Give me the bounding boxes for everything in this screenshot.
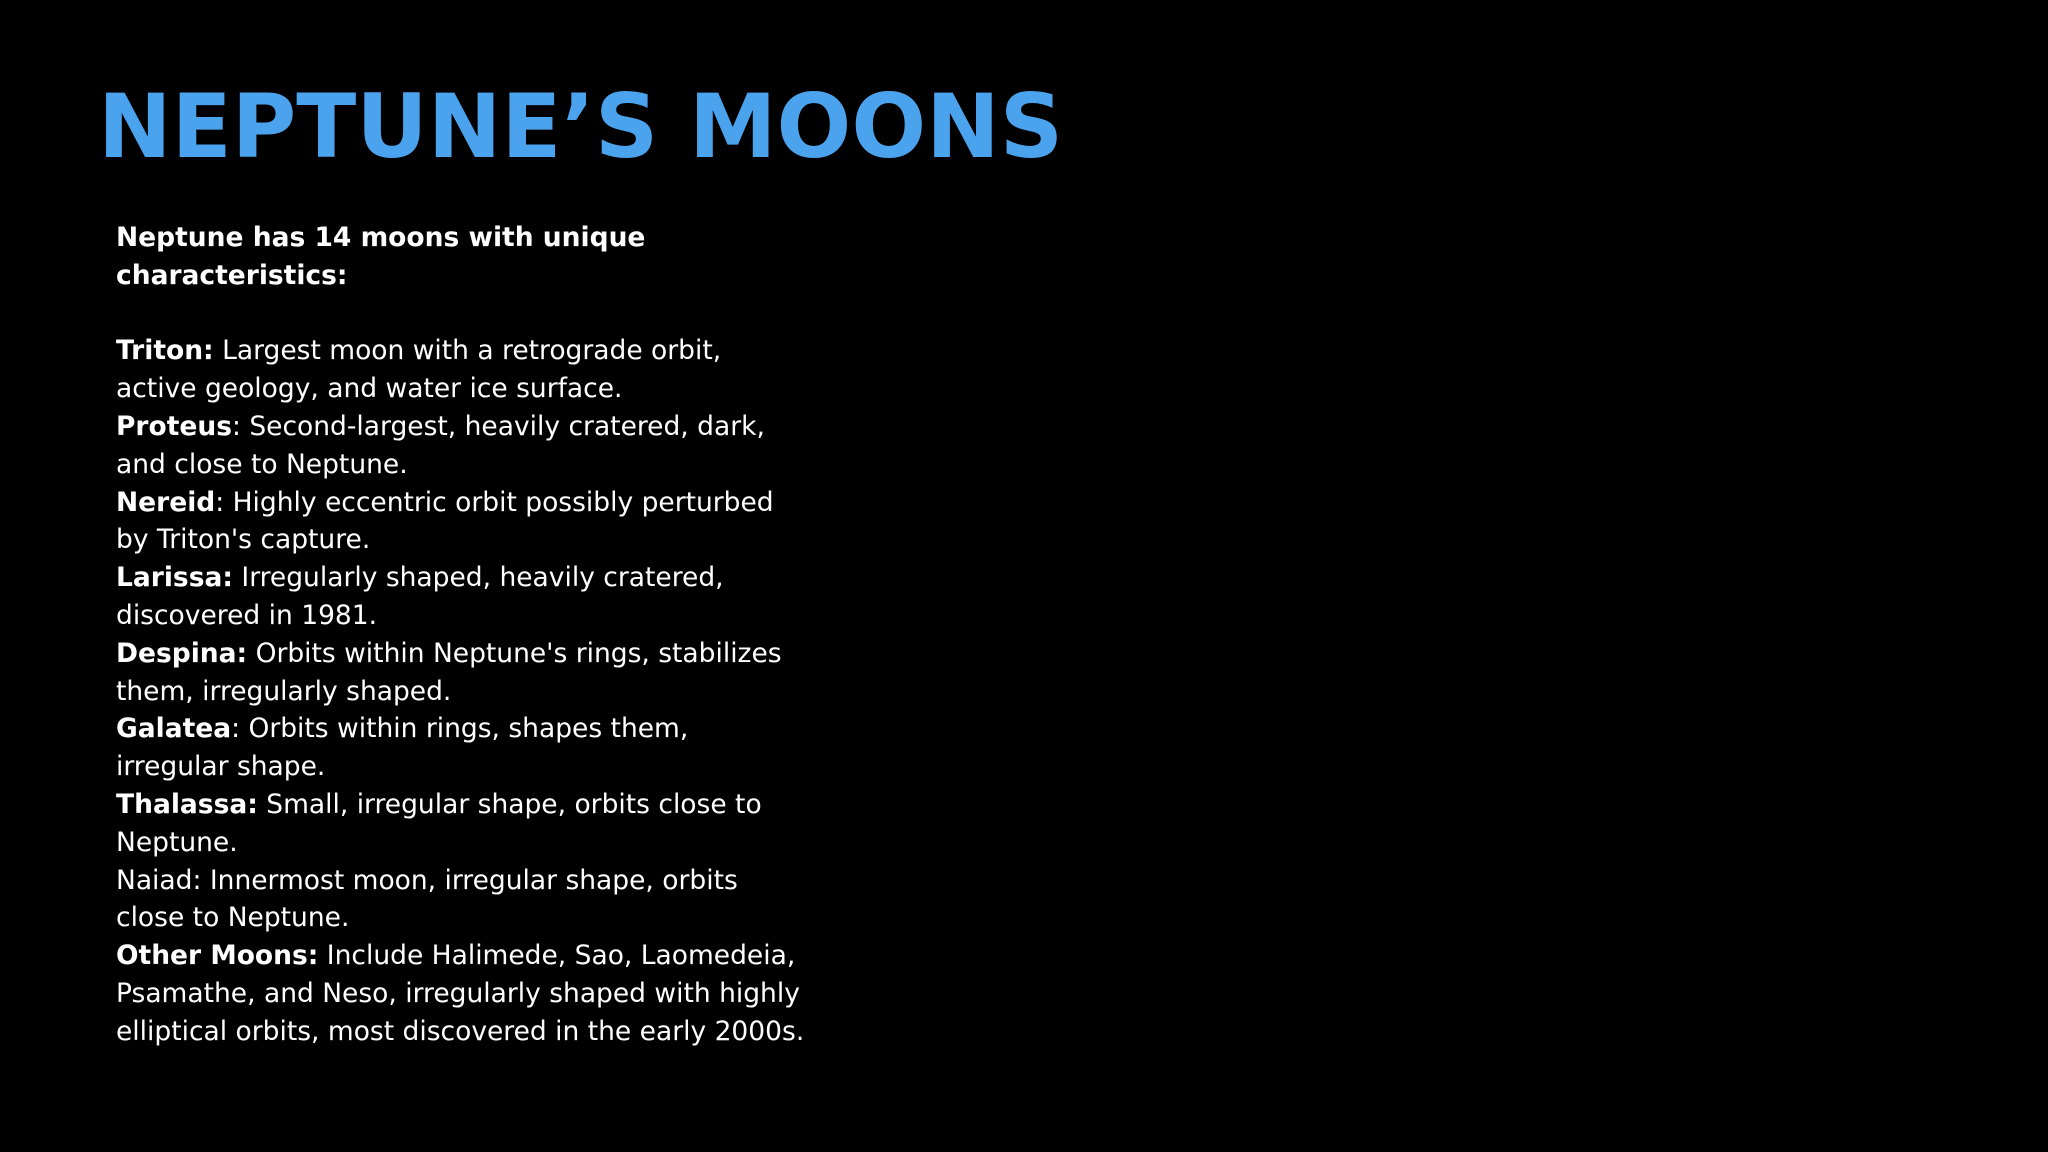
- intro-text: Neptune has 14 moons with unique characteristics:: [116, 222, 646, 291]
- moon-item-other-moons: [116, 937, 806, 1050]
- moon-description: Innermost moon, irregular shape, orbits close to Neptune.: [116, 864, 738, 934]
- moon-description: Orbits within Neptune's rings, stabilizes them, irregularly shaped.: [116, 637, 782, 707]
- moon-description: : Second-largest, heavily cratered, dark, and close to Neptune.: [116, 410, 765, 480]
- moon-item-triton: [116, 332, 806, 408]
- moon-item-larissa: [116, 559, 806, 635]
- moon-name: Triton:: [116, 335, 214, 367]
- moon-name: Naiad:: [116, 864, 202, 896]
- moon-name: Proteus: [116, 410, 232, 442]
- moon-description: : Orbits within rings, shapes them, irregular shape.: [116, 713, 689, 783]
- moon-name: Other Moons:: [116, 940, 319, 972]
- page-title: NEPTUNE’S MOONS: [98, 75, 1064, 178]
- moon-item-naiad: [116, 862, 806, 938]
- moon-description: Include Halimede, Sao, Laomedeia, Psamathe, and Neso, irregularly shaped with highly elliptical orbits, most discovered in the early 2000s.: [116, 940, 805, 1047]
- moon-description: : Highly eccentric orbit possibly perturbed by Triton's capture.: [116, 486, 774, 556]
- moon-name: Thalassa:: [116, 788, 258, 820]
- slide-body: [116, 219, 806, 1051]
- moon-description: Largest moon with a retrograde orbit, active geology, and water ice surface.: [116, 335, 722, 405]
- moon-name: Larissa:: [116, 562, 233, 594]
- moon-item-despina: [116, 635, 806, 711]
- moon-name: Galatea: [116, 713, 232, 745]
- moon-description: Irregularly shaped, heavily cratered, discovered in 1981.: [116, 562, 724, 631]
- moon-name: Nereid: [116, 486, 216, 518]
- moon-item-nereid: [116, 484, 806, 560]
- moon-name: Despina:: [116, 637, 248, 669]
- moon-item-galatea: [116, 710, 806, 786]
- moon-item-proteus: [116, 408, 806, 484]
- moon-item-thalassa: [116, 786, 806, 862]
- moon-description: Small, irregular shape, orbits close to Neptune.: [116, 788, 762, 858]
